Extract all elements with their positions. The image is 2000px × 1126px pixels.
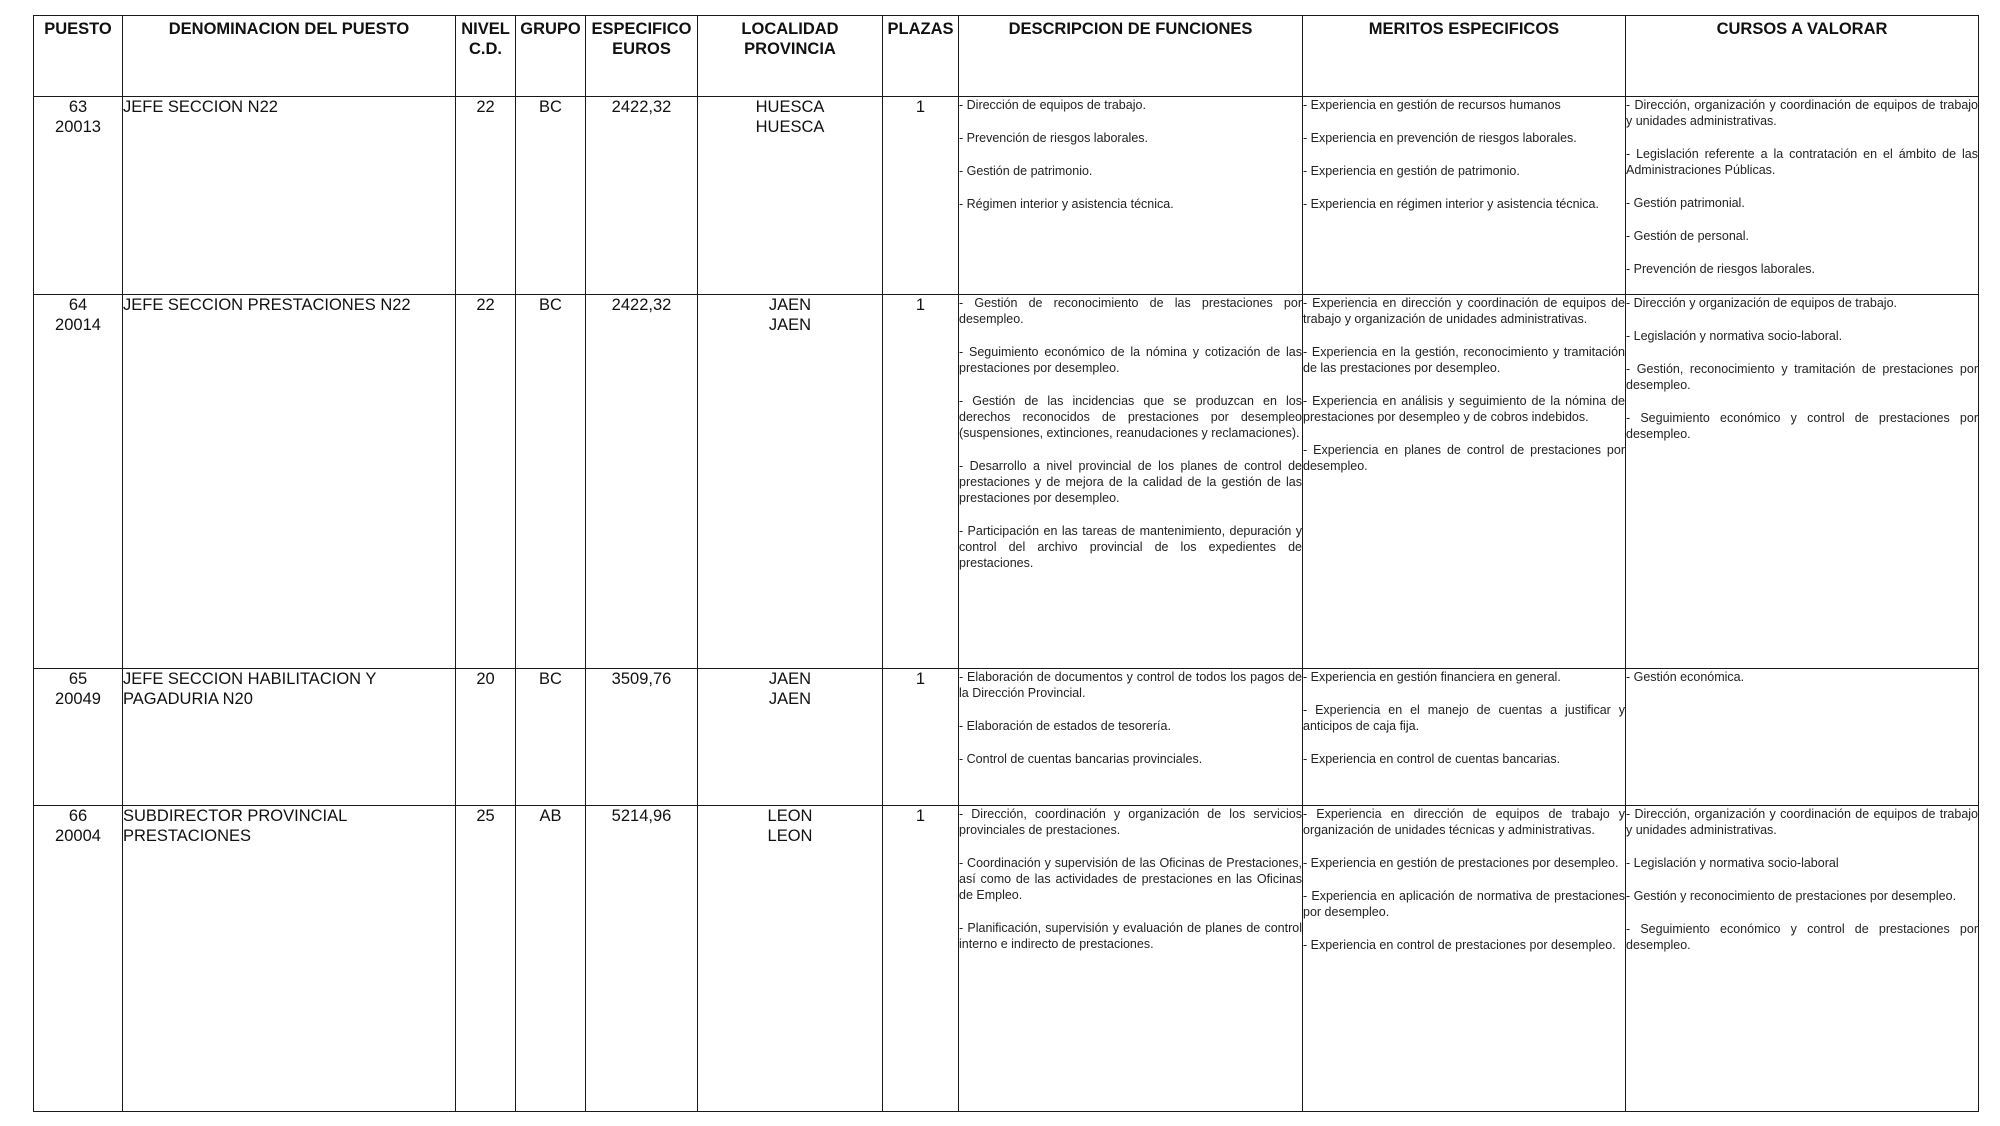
meritos-cell — [1303, 97, 1626, 295]
curso-item: - Gestión patrimonial. — [1626, 196, 1745, 210]
especifico-value: 2422,32 — [611, 296, 672, 314]
grupo-value: BC — [539, 296, 562, 314]
funcione-item: - Elaboración de estados de tesorería. — [959, 719, 1171, 733]
grupo-value: BC — [539, 670, 562, 688]
denominacion-cell — [123, 806, 456, 1112]
merito-item: - Experiencia en el manejo de cuentas a justificar y anticipos de caja fija. — [1303, 703, 1625, 733]
localidad-value: JAEN — [768, 670, 812, 688]
nivel-cell — [456, 295, 516, 669]
grupo-cell — [516, 97, 586, 295]
nivel-value: 22 — [476, 296, 495, 314]
header-denominacion: DENOMINACION DEL PUESTO — [123, 16, 456, 97]
curso-item: - Seguimiento económico y control de prestaciones por desempleo. — [1626, 411, 1978, 441]
funcione-item: - Control de cuentas bancarias provinciales. — [959, 752, 1203, 766]
cursos-cell — [1626, 295, 1979, 669]
funcione-item: - Prevención de riesgos laborales. — [959, 131, 1148, 145]
grupo-cell — [516, 806, 586, 1112]
merito-item: - Experiencia en la gestión, reconocimiento y tramitación de las prestaciones por desempleo. — [1303, 345, 1625, 375]
localidad-value: JAEN — [768, 296, 812, 314]
curso-item: - Legislación y normativa socio-laboral. — [1626, 329, 1843, 343]
header-puesto: PUESTO — [34, 16, 123, 97]
header-especifico: ESPECIFICO EUROS — [586, 16, 698, 97]
curso-item: - Gestión de personal. — [1626, 229, 1749, 243]
header-descripcion: DESCRIPCION DE FUNCIONES — [959, 16, 1303, 97]
table-row — [34, 806, 1979, 1112]
localidad-cell — [698, 806, 883, 1112]
merito-item: - Experiencia en análisis y seguimiento de la nómina de prestaciones por desempleo y de cobros indebidos. — [1303, 394, 1625, 424]
header-grupo: GRUPO — [516, 16, 586, 97]
puesto-number: 64 — [68, 296, 88, 314]
curso-item: - Gestión económica. — [1626, 670, 1745, 684]
funcione-item: - Dirección, coordinación y organización de los servicios provinciales de prestaciones. — [959, 807, 1302, 837]
merito-item: - Experiencia en control de prestaciones por desempleo. — [1303, 938, 1616, 952]
puesto-number: 63 — [68, 98, 88, 116]
grupo-value: BC — [539, 98, 562, 116]
localidad-value: HUESCA — [755, 98, 825, 116]
denominacion-cell — [123, 295, 456, 669]
puesto-code: 20049 — [55, 690, 101, 708]
table-row — [34, 295, 1979, 669]
funcione-item: - Seguimiento económico de la nómina y cotización de las prestaciones por desempleo. — [959, 345, 1302, 375]
curso-item: - Gestión y reconocimiento de prestaciones por desempleo. — [1626, 889, 1957, 903]
funciones-cell — [959, 669, 1303, 806]
provincia-value: HUESCA — [755, 118, 825, 136]
puesto-number: 65 — [68, 670, 88, 688]
meritos-cell — [1303, 295, 1626, 669]
nivel-value: 25 — [476, 807, 495, 825]
grupo-cell — [516, 669, 586, 806]
plazas-value: 1 — [915, 296, 926, 314]
cursos-cell — [1626, 806, 1979, 1112]
funcione-item: - Gestión de patrimonio. — [959, 164, 1093, 178]
curso-item: - Gestión, reconocimiento y tramitación de prestaciones por desempleo. — [1626, 362, 1978, 392]
especifico-value: 5214,96 — [611, 807, 672, 825]
puesto-code: 20004 — [55, 827, 101, 845]
header-plazas: PLAZAS — [883, 16, 959, 97]
localidad-cell — [698, 669, 883, 806]
localidad-cell — [698, 97, 883, 295]
merito-item: - Experiencia en dirección y coordinación de equipos de trabajo y organización de unidades administrativas. — [1303, 296, 1625, 326]
funcione-item: - Dirección de equipos de trabajo. — [959, 98, 1146, 112]
puesto-number: 66 — [68, 807, 88, 825]
funcione-item: - Gestión de reconocimiento de las prestaciones por desempleo. — [959, 296, 1302, 326]
table-row — [34, 669, 1979, 806]
plazas-cell — [883, 669, 959, 806]
curso-item: - Dirección y organización de equipos de trabajo. — [1626, 296, 1897, 310]
localidad-value: LEON — [767, 807, 813, 825]
header-meritos: MERITOS ESPECIFICOS — [1303, 16, 1626, 97]
grupo-value: AB — [539, 807, 562, 825]
funcione-item: - Coordinación y supervisión de las Oficinas de Prestaciones, así como de las actividades de prestaciones en las Oficinas de Empleo. — [959, 856, 1302, 902]
header-cursos: CURSOS A VALORAR — [1626, 16, 1979, 97]
curso-item: - Dirección, organización y coordinación de equipos de trabajo y unidades administrativas. — [1626, 98, 1978, 128]
plazas-cell — [883, 97, 959, 295]
puesto-code: 20014 — [55, 316, 101, 334]
puesto-cell — [34, 669, 123, 806]
positions-table — [33, 15, 1979, 1112]
cursos-cell — [1626, 97, 1979, 295]
table-row — [34, 97, 1979, 295]
funcione-item: - Planificación, supervisión y evaluación de planes de control interno e indirecto de prestaciones. — [959, 921, 1302, 951]
localidad-cell — [698, 295, 883, 669]
denominacion-cell — [123, 97, 456, 295]
merito-item: - Experiencia en gestión de prestaciones por desempleo. — [1303, 856, 1619, 870]
merito-item: - Experiencia en aplicación de normativa de prestaciones por desempleo. — [1303, 889, 1625, 919]
provincia-value: JAEN — [768, 316, 812, 334]
merito-item: - Experiencia en gestión de patrimonio. — [1303, 164, 1520, 178]
plazas-value: 1 — [915, 98, 926, 116]
curso-item: - Seguimiento económico y control de prestaciones por desempleo. — [1626, 922, 1978, 952]
denominacion-text: JEFE SECCION HABILITACION Y PAGADURIA N20 — [123, 670, 377, 708]
provincia-value: JAEN — [768, 690, 812, 708]
merito-item: - Experiencia en control de cuentas bancarias. — [1303, 752, 1561, 766]
merito-item: - Experiencia en dirección de equipos de trabajo y organización de unidades técnicas y administrativas. — [1303, 807, 1625, 837]
puesto-code: 20013 — [55, 118, 101, 136]
provincia-value: LEON — [767, 827, 813, 845]
meritos-cell — [1303, 806, 1626, 1112]
puesto-cell — [34, 295, 123, 669]
funcione-item: - Participación en las tareas de mantenimiento, depuración y control del archivo provincial de los expedientes de prestaciones. — [959, 524, 1302, 570]
funcione-item: - Desarrollo a nivel provincial de los planes de control de prestaciones y de mejora de la calidad de la gestión de las prestaciones por desempleo. — [959, 459, 1302, 505]
plazas-value: 1 — [915, 807, 926, 825]
nivel-cell — [456, 97, 516, 295]
funcione-item: - Régimen interior y asistencia técnica. — [959, 197, 1174, 211]
curso-item: - Dirección, organización y coordinación de equipos de trabajo y unidades administrativas. — [1626, 807, 1978, 837]
puesto-cell — [34, 97, 123, 295]
header-row — [34, 16, 1979, 97]
plazas-cell — [883, 806, 959, 1112]
especifico-value: 2422,32 — [611, 98, 672, 116]
denominacion-text: JEFE SECCION PRESTACIONES N22 — [123, 296, 411, 314]
merito-item: - Experiencia en gestión de recursos humanos — [1303, 98, 1561, 112]
especifico-cell — [586, 97, 698, 295]
especifico-cell — [586, 669, 698, 806]
especifico-value: 3509,76 — [611, 670, 672, 688]
especifico-cell — [586, 295, 698, 669]
funcione-item: - Elaboración de documentos y control de todos los pagos de la Dirección Provincial. — [959, 670, 1302, 700]
funciones-cell — [959, 295, 1303, 669]
funciones-cell — [959, 806, 1303, 1112]
curso-item: - Prevención de riesgos laborales. — [1626, 262, 1815, 276]
nivel-value: 22 — [476, 98, 495, 116]
merito-item: - Experiencia en prevención de riesgos laborales. — [1303, 131, 1577, 145]
merito-item: - Experiencia en planes de control de prestaciones por desempleo. — [1303, 443, 1625, 473]
curso-item: - Legislación y normativa socio-laboral — [1626, 856, 1839, 870]
header-localidad: LOCALIDAD PROVINCIA — [698, 16, 883, 97]
funciones-cell — [959, 97, 1303, 295]
merito-item: - Experiencia en régimen interior y asistencia técnica. — [1303, 197, 1599, 211]
denominacion-text: JEFE SECCION N22 — [123, 98, 278, 116]
especifico-cell — [586, 806, 698, 1112]
puesto-cell — [34, 806, 123, 1112]
nivel-cell — [456, 806, 516, 1112]
meritos-cell — [1303, 669, 1626, 806]
plazas-cell — [883, 295, 959, 669]
funcione-item: - Gestión de las incidencias que se produzcan en los derechos reconocidos de prestaciones por desempleo (suspensiones, extinciones, reanudaciones y reclamaciones). — [959, 394, 1302, 440]
header-nivel: NIVEL C.D. — [456, 16, 516, 97]
denominacion-text: SUBDIRECTOR PROVINCIAL PRESTACIONES — [123, 807, 347, 845]
cursos-cell — [1626, 669, 1979, 806]
nivel-value: 20 — [476, 670, 495, 688]
denominacion-cell — [123, 669, 456, 806]
plazas-value: 1 — [915, 670, 926, 688]
nivel-cell — [456, 669, 516, 806]
curso-item: - Legislación referente a la contratación en el ámbito de las Administraciones Públicas. — [1626, 147, 1978, 177]
merito-item: - Experiencia en gestión financiera en general. — [1303, 670, 1561, 684]
grupo-cell — [516, 295, 586, 669]
